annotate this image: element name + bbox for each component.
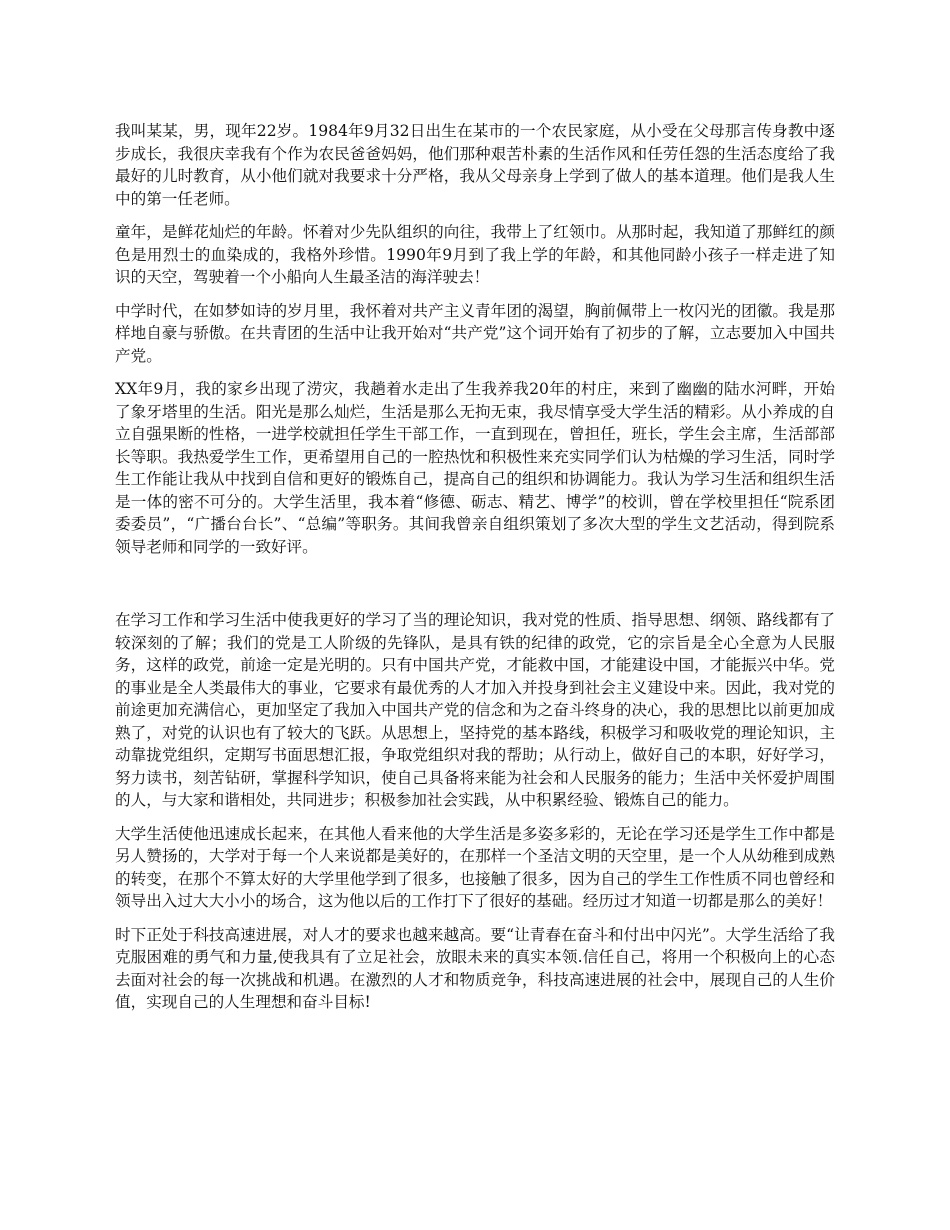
paragraph-1: 我叫某某，男，现年22岁。1984年9月32日出生在某市的一个农民家庭，从小受在父母那言传身教中逐步成长，我很庆幸我有个作为农民爸爸妈妈，他们那种艰苦朴素的生活作风和任劳任怨的生活态度给了我最好的儿时教育，从小他们就对我要求十分严格，我从父母亲身上学到了做人的基本道理。他们是我人生中的第一任老师。 [115, 122, 835, 208]
paragraph-3: 中学时代，在如梦如诗的岁月里，我怀着对共产主义青年团的渴望，胸前佩带上一枚闪光的团徽。我是那样地自豪与骄傲。在共青团的生活中让我开始对“共产党”这个词开始有了初步的了解，立志要加入中国共产党。 [115, 301, 835, 365]
document-body [115, 120, 835, 1025]
paragraph-spacer [115, 569, 835, 609]
paragraph-2: 童年，是鲜花灿烂的年龄。怀着对少先队组织的向往，我带上了红领巾。从那时起，我知道了那鲜红的颜色是用烈士的血染成的，我格外珍惜。1990年9月到了我上学的年龄，和其他同龄小孩子一样走进了知识的天空，驾驶着一个小船向人生最圣洁的海洋驶去！ [115, 223, 835, 286]
paragraph-7: 时下正处于科技高速进展，对人才的要求也越来越高。要“让青春在奋斗和付出中闪光”。大学生活给了我克服困难的勇气和力量,使我具有了立足社会，放眼未来的真实本领.信任自己，将用一个积极向上的心态去面对社会的每一次挑战和机遇。在激烈的人才和物质竞争，科技高速进展的社会中，展现自己的人生价值，实现自己的人生理想和奋斗目标! [115, 925, 835, 1011]
paragraph-4: XX年9月，我的家乡出现了涝灾，我趟着水走出了生我养我20年的村庄，来到了幽幽的陆水河畔，开始了象牙塔里的生活。阳光是那么灿烂，生活是那么无拘无束，我尽情享受大学生活的精彩。从小养成的自立自强果断的性格，一进学校就担任学生干部工作，一直到现在，曾担任，班长，学生会主席，生活部部长等职。我热爱学生工作，更希望用自己的一腔热忱和积极性来充实同学们认为枯燥的学习生活，同时学生工作能让我从中找到自信和更好的锻炼自己，提高自己的组织和协调能力。我认为学习生活和组织生活是一体的密不可分的。大学生活里，我本着“修德、砺志、精艺、博学”的校训，曾在学校里担任“院系团委委员”，“广播台台长”、“总编”等职务。其间我曾亲自组织策划了多次大型的学生文艺活动，得到院系领导老师和同学的一致好评。 [115, 380, 835, 556]
paragraph-6: 大学生活使他迅速成长起来，在其他人看来他的大学生活是多姿多彩的，无论在学习还是学生工作中都是另人赞扬的，大学对于每一个人来说都是美好的，在那样一个圣洁文明的天空里，是一个人从幼稚到成熟的转变，在那个不算太好的大学里他学到了很多，也接触了很多，因为自己的学生工作性质不同也曾经和领导出入过大大小小的场合，这为他以后的工作打下了很好的基础。经历过才知道一切都是那么的美好！ [115, 824, 835, 910]
paragraph-5: 在学习工作和学习生活中使我更好的学习了当的理论知识，我对党的性质、指导思想、纲领、路线都有了较深刻的了解；我们的党是工人阶级的先锋队，是具有铁的纪律的政党，它的宗旨是全心全意为人民服务，这样的政党，前途一定是光明的。只有中国共产党，才能救中国，才能建设中国，才能振兴中华。党的事业是全人类最伟大的事业，它要求有最优秀的人才加入并投身到社会主义建设中来。因此，我对党的前途更加充满信心，更加坚定了我加入中国共产党的信念和为之奋斗终身的决心，我的思想比以前更加成熟了，对党的认识也有了较大的飞跃。从思想上，坚持党的基本路线，积极学习和吸收党的理论知识，主动靠拢党组织，定期写书面思想汇报，争取党组织对我的帮助；从行动上，做好自己的本职，好好学习，努力读书，刻苦钻研，掌握科学知识，使自己具备将来能为社会和人民服务的能力；生活中关怀爱护周围的人，与大家和谐相处，共同进步；积极参加社会实践，从中积累经验、锻炼自己的能力。 [115, 611, 835, 809]
